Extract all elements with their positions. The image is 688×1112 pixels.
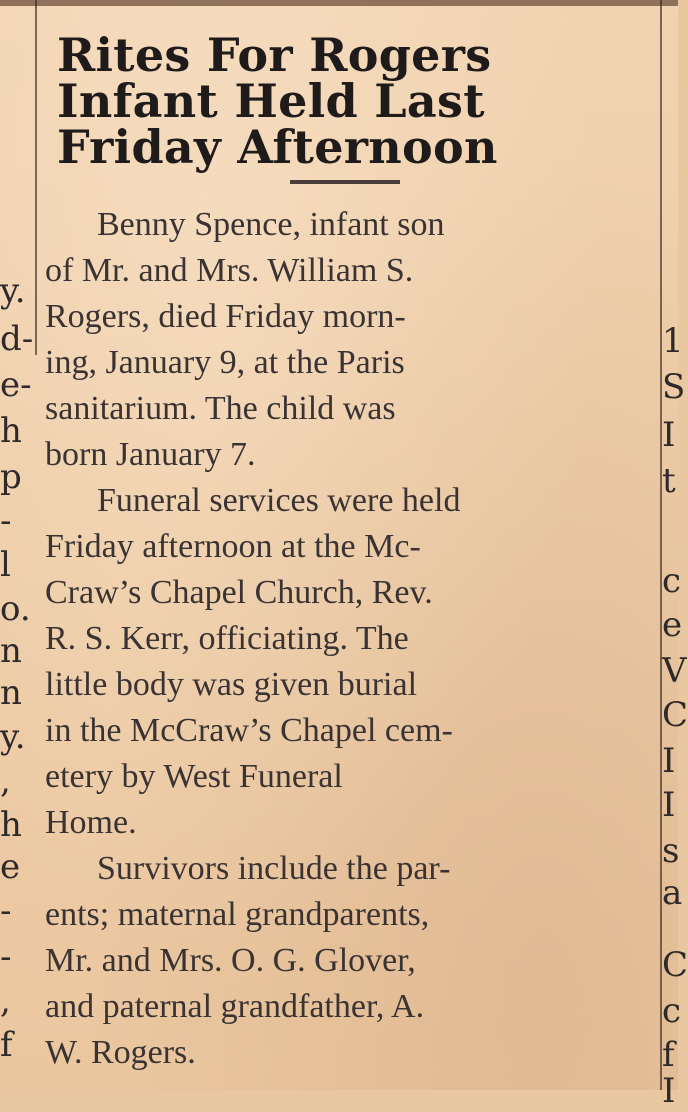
paragraph-death-notice [45, 202, 645, 478]
left-column-fragments [0, 0, 34, 1090]
left-fragment: d- [0, 319, 34, 359]
right-fragment: I [662, 415, 676, 455]
right-fragment: I [662, 1071, 676, 1111]
text-line: Friday afternoon at the Mc- [45, 528, 421, 565]
left-fragment: e [0, 847, 21, 887]
text-line: R. S. Kerr, officiating. The [45, 620, 409, 657]
left-fragment: h [0, 411, 22, 451]
left-column-rule [35, 0, 37, 355]
right-fragment: s [662, 831, 680, 871]
right-fragment: C [662, 945, 688, 985]
text-line: Mr. and Mrs. O. G. Glover, [45, 942, 416, 979]
text-line: Rogers, died Friday morn- [45, 298, 406, 335]
text-line: Benny Spence, infant son [97, 206, 445, 243]
headline-line: Rites For Rogers [57, 28, 492, 82]
left-fragment: n [0, 631, 22, 671]
right-fragment: S [662, 367, 686, 407]
right-fragment: I [662, 741, 676, 781]
right-fragment: 1 [662, 321, 684, 361]
article-body [45, 202, 645, 1076]
text-line: of Mr. and Mrs. William S. [45, 252, 414, 289]
left-fragment: e- [0, 365, 32, 405]
text-line: Craw’s Chapel Church, Rev. [45, 574, 433, 611]
left-fragment: h [0, 805, 22, 845]
left-fragment: - [0, 937, 12, 977]
right-fragment: e [662, 605, 683, 645]
headline-separator [290, 180, 400, 184]
paragraph-survivors [45, 846, 645, 1076]
text-line: born January 7. [45, 436, 256, 473]
paragraph-funeral-services [45, 478, 645, 846]
left-fragment: p [0, 457, 22, 497]
text-line: sanitarium. The child was [45, 390, 396, 427]
right-fragment: c [662, 561, 682, 601]
text-line: Funeral services were held [97, 482, 461, 519]
text-line: Home. [45, 804, 137, 841]
right-fragment: f [662, 1035, 675, 1075]
left-fragment: - [0, 891, 12, 931]
left-fragment: , [0, 981, 11, 1021]
text-line: W. Rogers. [45, 1034, 196, 1071]
text-line: ents; maternal grandparents, [45, 896, 430, 933]
text-line: in the McCraw’s Chapel cem- [45, 712, 453, 749]
headline-line: Friday Afternoon [57, 120, 498, 174]
text-line: Survivors include the par- [97, 850, 451, 887]
left-fragment: l [0, 545, 11, 585]
right-fragment: a [662, 873, 683, 913]
left-fragment: - [0, 501, 12, 541]
text-line: ing, January 9, at the Paris [45, 344, 405, 381]
left-fragment: y. [0, 717, 26, 757]
right-fragment: I [662, 785, 676, 825]
left-fragment: n [0, 673, 22, 713]
text-line: etery by West Funeral [45, 758, 343, 795]
right-fragment: C [662, 695, 688, 735]
obituary-article [45, 22, 645, 1076]
headline-line: Infant Held Last [57, 74, 485, 128]
right-fragment: t [662, 461, 676, 501]
left-fragment: , [0, 761, 11, 801]
text-line: little body was given burial [45, 666, 418, 703]
right-column-fragments [662, 0, 688, 1111]
text-line: and paternal grandfather, A. [45, 988, 425, 1025]
left-fragment: y. [0, 271, 26, 311]
top-border-rule [0, 0, 678, 6]
left-fragment: f [0, 1025, 13, 1065]
right-fragment: V [662, 651, 687, 691]
right-fragment: c [662, 991, 682, 1031]
headline [57, 22, 645, 174]
left-fragment: o. [0, 589, 31, 629]
